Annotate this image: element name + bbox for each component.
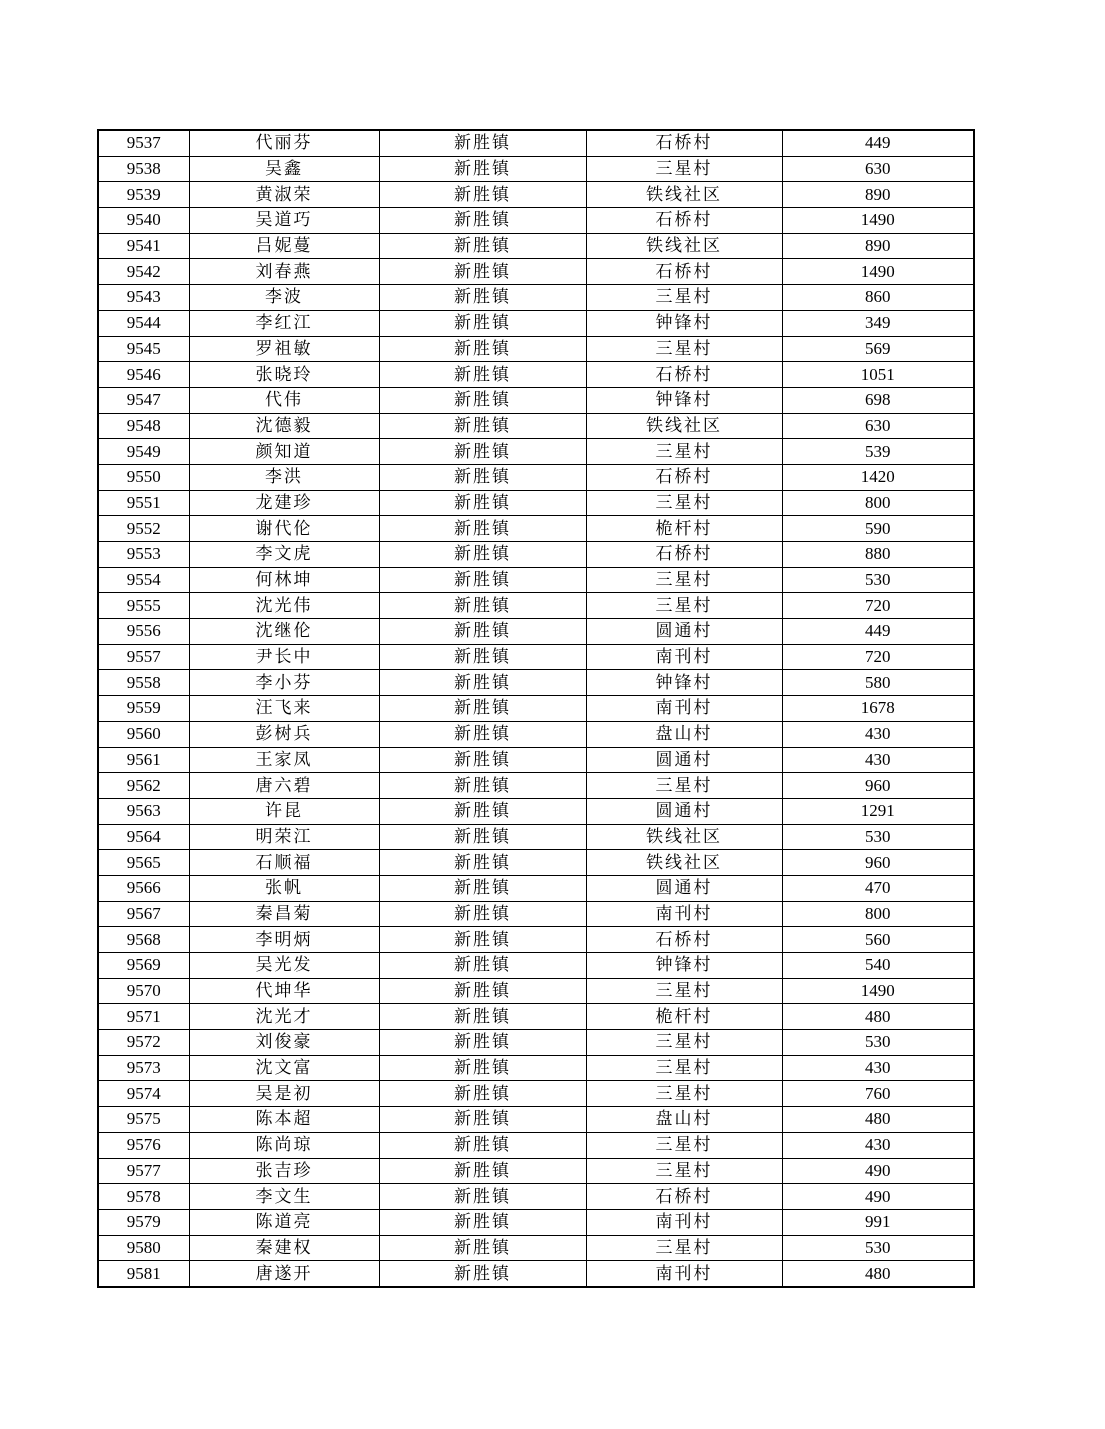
amount-cell: 890 (782, 233, 974, 259)
town-cell: 新胜镇 (379, 927, 586, 953)
town-cell: 新胜镇 (379, 1261, 586, 1287)
town-cell: 新胜镇 (379, 747, 586, 773)
name-cell: 沈德毅 (189, 413, 379, 439)
row-number-cell: 9555 (98, 593, 189, 619)
amount-cell: 860 (782, 285, 974, 311)
amount-cell: 480 (782, 1261, 974, 1287)
row-number-cell: 9578 (98, 1184, 189, 1210)
amount-cell: 530 (782, 1235, 974, 1261)
table-row (98, 619, 974, 645)
name-cell: 李洪 (189, 464, 379, 490)
village-cell: 石桥村 (586, 130, 782, 156)
amount-cell: 1051 (782, 362, 974, 388)
name-cell: 代伟 (189, 387, 379, 413)
name-cell: 明荣江 (189, 824, 379, 850)
table-row (98, 490, 974, 516)
amount-cell: 1490 (782, 259, 974, 285)
table-row (98, 1209, 974, 1235)
amount-cell: 720 (782, 593, 974, 619)
table-row (98, 259, 974, 285)
amount-cell: 430 (782, 721, 974, 747)
village-cell: 三星村 (586, 978, 782, 1004)
table-row (98, 824, 974, 850)
row-number-cell: 9565 (98, 850, 189, 876)
table-row (98, 1261, 974, 1287)
row-number-cell: 9579 (98, 1209, 189, 1235)
row-number-cell: 9557 (98, 644, 189, 670)
amount-cell: 580 (782, 670, 974, 696)
village-cell: 钟锋村 (586, 387, 782, 413)
village-cell: 桅杆村 (586, 516, 782, 542)
name-cell: 尹长中 (189, 644, 379, 670)
amount-cell: 480 (782, 1107, 974, 1133)
amount-cell: 349 (782, 310, 974, 336)
village-cell: 石桥村 (586, 542, 782, 568)
town-cell: 新胜镇 (379, 310, 586, 336)
village-cell: 铁线社区 (586, 413, 782, 439)
town-cell: 新胜镇 (379, 901, 586, 927)
village-cell: 南刊村 (586, 1261, 782, 1287)
town-cell: 新胜镇 (379, 593, 586, 619)
name-cell: 黄淑荣 (189, 182, 379, 208)
amount-cell: 430 (782, 1132, 974, 1158)
table-row (98, 387, 974, 413)
row-number-cell: 9561 (98, 747, 189, 773)
name-cell: 唐六碧 (189, 773, 379, 799)
table-row (98, 439, 974, 465)
town-cell: 新胜镇 (379, 953, 586, 979)
name-cell: 沈光伟 (189, 593, 379, 619)
town-cell: 新胜镇 (379, 413, 586, 439)
amount-cell: 1490 (782, 978, 974, 1004)
table-row (98, 901, 974, 927)
name-cell: 彭树兵 (189, 721, 379, 747)
town-cell: 新胜镇 (379, 1235, 586, 1261)
name-cell: 张晓玲 (189, 362, 379, 388)
name-cell: 谢代伦 (189, 516, 379, 542)
town-cell: 新胜镇 (379, 850, 586, 876)
name-cell: 汪飞来 (189, 696, 379, 722)
name-cell: 陈尚琼 (189, 1132, 379, 1158)
table-row (98, 721, 974, 747)
amount-cell: 760 (782, 1081, 974, 1107)
village-cell: 桅杆村 (586, 1004, 782, 1030)
amount-cell: 539 (782, 439, 974, 465)
village-cell: 铁线社区 (586, 850, 782, 876)
table-row (98, 285, 974, 311)
row-number-cell: 9539 (98, 182, 189, 208)
table-row (98, 850, 974, 876)
village-cell: 石桥村 (586, 927, 782, 953)
town-cell: 新胜镇 (379, 644, 586, 670)
town-cell: 新胜镇 (379, 670, 586, 696)
town-cell: 新胜镇 (379, 1209, 586, 1235)
town-cell: 新胜镇 (379, 619, 586, 645)
name-cell: 何林坤 (189, 567, 379, 593)
table-row (98, 516, 974, 542)
town-cell: 新胜镇 (379, 208, 586, 234)
amount-cell: 1291 (782, 798, 974, 824)
town-cell: 新胜镇 (379, 1055, 586, 1081)
amount-cell: 430 (782, 1055, 974, 1081)
amount-cell: 800 (782, 490, 974, 516)
table-row (98, 593, 974, 619)
name-cell: 秦建权 (189, 1235, 379, 1261)
village-cell: 石桥村 (586, 1184, 782, 1210)
town-cell: 新胜镇 (379, 721, 586, 747)
village-cell: 三星村 (586, 1055, 782, 1081)
table-row (98, 1184, 974, 1210)
amount-cell: 800 (782, 901, 974, 927)
row-number-cell: 9547 (98, 387, 189, 413)
row-number-cell: 9560 (98, 721, 189, 747)
row-number-cell: 9577 (98, 1158, 189, 1184)
amount-cell: 1490 (782, 208, 974, 234)
village-cell: 石桥村 (586, 259, 782, 285)
table-row (98, 1030, 974, 1056)
amount-cell: 490 (782, 1184, 974, 1210)
town-cell: 新胜镇 (379, 773, 586, 799)
village-cell: 三星村 (586, 1235, 782, 1261)
village-cell: 三星村 (586, 773, 782, 799)
name-cell: 吴是初 (189, 1081, 379, 1107)
town-cell: 新胜镇 (379, 824, 586, 850)
table-row (98, 1107, 974, 1133)
name-cell: 沈光才 (189, 1004, 379, 1030)
town-cell: 新胜镇 (379, 1184, 586, 1210)
village-cell: 南刊村 (586, 696, 782, 722)
town-cell: 新胜镇 (379, 285, 586, 311)
table-row (98, 1081, 974, 1107)
table-row (98, 542, 974, 568)
name-cell: 吴鑫 (189, 156, 379, 182)
village-cell: 南刊村 (586, 1209, 782, 1235)
row-number-cell: 9556 (98, 619, 189, 645)
village-cell: 三星村 (586, 1158, 782, 1184)
table-row (98, 875, 974, 901)
name-cell: 陈本超 (189, 1107, 379, 1133)
row-number-cell: 9562 (98, 773, 189, 799)
town-cell: 新胜镇 (379, 1158, 586, 1184)
town-cell: 新胜镇 (379, 798, 586, 824)
row-number-cell: 9540 (98, 208, 189, 234)
table-row (98, 336, 974, 362)
table-row (98, 362, 974, 388)
row-number-cell: 9545 (98, 336, 189, 362)
village-cell: 铁线社区 (586, 182, 782, 208)
table-row (98, 953, 974, 979)
row-number-cell: 9543 (98, 285, 189, 311)
table-row (98, 1132, 974, 1158)
village-cell: 石桥村 (586, 464, 782, 490)
amount-cell: 430 (782, 747, 974, 773)
row-number-cell: 9551 (98, 490, 189, 516)
amount-cell: 540 (782, 953, 974, 979)
name-cell: 吴道巧 (189, 208, 379, 234)
town-cell: 新胜镇 (379, 542, 586, 568)
row-number-cell: 9570 (98, 978, 189, 1004)
village-cell: 三星村 (586, 336, 782, 362)
town-cell: 新胜镇 (379, 387, 586, 413)
amount-cell: 1678 (782, 696, 974, 722)
name-cell: 张帆 (189, 875, 379, 901)
table-row (98, 1235, 974, 1261)
table-row (98, 670, 974, 696)
village-cell: 三星村 (586, 1081, 782, 1107)
table-row (98, 1004, 974, 1030)
amount-cell: 1420 (782, 464, 974, 490)
village-cell: 三星村 (586, 567, 782, 593)
town-cell: 新胜镇 (379, 464, 586, 490)
row-number-cell: 9572 (98, 1030, 189, 1056)
data-table (97, 129, 975, 1288)
town-cell: 新胜镇 (379, 1030, 586, 1056)
row-number-cell: 9573 (98, 1055, 189, 1081)
row-number-cell: 9558 (98, 670, 189, 696)
name-cell: 刘俊豪 (189, 1030, 379, 1056)
table-row (98, 747, 974, 773)
name-cell: 罗祖敏 (189, 336, 379, 362)
amount-cell: 960 (782, 773, 974, 799)
table-row (98, 1158, 974, 1184)
town-cell: 新胜镇 (379, 567, 586, 593)
table-row (98, 182, 974, 208)
row-number-cell: 9568 (98, 927, 189, 953)
amount-cell: 890 (782, 182, 974, 208)
town-cell: 新胜镇 (379, 156, 586, 182)
name-cell: 李小芬 (189, 670, 379, 696)
name-cell: 李文虎 (189, 542, 379, 568)
town-cell: 新胜镇 (379, 696, 586, 722)
table-row (98, 978, 974, 1004)
amount-cell: 630 (782, 413, 974, 439)
village-cell: 石桥村 (586, 208, 782, 234)
town-cell: 新胜镇 (379, 516, 586, 542)
village-cell: 南刊村 (586, 901, 782, 927)
name-cell: 王家凤 (189, 747, 379, 773)
row-number-cell: 9563 (98, 798, 189, 824)
row-number-cell: 9569 (98, 953, 189, 979)
town-cell: 新胜镇 (379, 1132, 586, 1158)
table-row (98, 927, 974, 953)
row-number-cell: 9567 (98, 901, 189, 927)
village-cell: 三星村 (586, 1030, 782, 1056)
table-row (98, 1055, 974, 1081)
village-cell: 三星村 (586, 593, 782, 619)
table-body (98, 130, 974, 1287)
row-number-cell: 9566 (98, 875, 189, 901)
name-cell: 刘春燕 (189, 259, 379, 285)
village-cell: 盘山村 (586, 1107, 782, 1133)
town-cell: 新胜镇 (379, 182, 586, 208)
amount-cell: 530 (782, 567, 974, 593)
amount-cell: 560 (782, 927, 974, 953)
name-cell: 许昆 (189, 798, 379, 824)
row-number-cell: 9538 (98, 156, 189, 182)
town-cell: 新胜镇 (379, 1004, 586, 1030)
town-cell: 新胜镇 (379, 1081, 586, 1107)
row-number-cell: 9537 (98, 130, 189, 156)
table-row (98, 798, 974, 824)
row-number-cell: 9542 (98, 259, 189, 285)
village-cell: 三星村 (586, 156, 782, 182)
name-cell: 颜知道 (189, 439, 379, 465)
row-number-cell: 9571 (98, 1004, 189, 1030)
amount-cell: 530 (782, 824, 974, 850)
name-cell: 李红江 (189, 310, 379, 336)
row-number-cell: 9575 (98, 1107, 189, 1133)
town-cell: 新胜镇 (379, 362, 586, 388)
name-cell: 龙建珍 (189, 490, 379, 516)
table-row (98, 208, 974, 234)
amount-cell: 991 (782, 1209, 974, 1235)
amount-cell: 590 (782, 516, 974, 542)
village-cell: 石桥村 (586, 362, 782, 388)
village-cell: 三星村 (586, 490, 782, 516)
row-number-cell: 9580 (98, 1235, 189, 1261)
village-cell: 三星村 (586, 285, 782, 311)
village-cell: 南刊村 (586, 644, 782, 670)
name-cell: 陈道亮 (189, 1209, 379, 1235)
table-row (98, 464, 974, 490)
amount-cell: 490 (782, 1158, 974, 1184)
amount-cell: 569 (782, 336, 974, 362)
row-number-cell: 9574 (98, 1081, 189, 1107)
village-cell: 盘山村 (586, 721, 782, 747)
table-row (98, 130, 974, 156)
table-row (98, 156, 974, 182)
amount-cell: 720 (782, 644, 974, 670)
row-number-cell: 9553 (98, 542, 189, 568)
name-cell: 秦昌菊 (189, 901, 379, 927)
table-row (98, 773, 974, 799)
name-cell: 李文生 (189, 1184, 379, 1210)
village-cell: 钟锋村 (586, 310, 782, 336)
amount-cell: 470 (782, 875, 974, 901)
name-cell: 代坤华 (189, 978, 379, 1004)
village-cell: 圆通村 (586, 619, 782, 645)
amount-cell: 630 (782, 156, 974, 182)
name-cell: 代丽芬 (189, 130, 379, 156)
village-cell: 钟锋村 (586, 953, 782, 979)
table-row (98, 413, 974, 439)
amount-cell: 880 (782, 542, 974, 568)
row-number-cell: 9548 (98, 413, 189, 439)
town-cell: 新胜镇 (379, 1107, 586, 1133)
town-cell: 新胜镇 (379, 130, 586, 156)
row-number-cell: 9544 (98, 310, 189, 336)
town-cell: 新胜镇 (379, 978, 586, 1004)
town-cell: 新胜镇 (379, 490, 586, 516)
row-number-cell: 9541 (98, 233, 189, 259)
row-number-cell: 9581 (98, 1261, 189, 1287)
row-number-cell: 9554 (98, 567, 189, 593)
name-cell: 吴光发 (189, 953, 379, 979)
village-cell: 圆通村 (586, 747, 782, 773)
name-cell: 沈继伦 (189, 619, 379, 645)
amount-cell: 449 (782, 130, 974, 156)
village-cell: 圆通村 (586, 798, 782, 824)
town-cell: 新胜镇 (379, 259, 586, 285)
row-number-cell: 9552 (98, 516, 189, 542)
name-cell: 唐遂开 (189, 1261, 379, 1287)
name-cell: 张吉珍 (189, 1158, 379, 1184)
table-row (98, 567, 974, 593)
table-row (98, 696, 974, 722)
village-cell: 圆通村 (586, 875, 782, 901)
name-cell: 李明炳 (189, 927, 379, 953)
village-cell: 三星村 (586, 439, 782, 465)
name-cell: 吕妮蔓 (189, 233, 379, 259)
village-cell: 铁线社区 (586, 233, 782, 259)
row-number-cell: 9559 (98, 696, 189, 722)
table-row (98, 310, 974, 336)
village-cell: 钟锋村 (586, 670, 782, 696)
town-cell: 新胜镇 (379, 336, 586, 362)
row-number-cell: 9550 (98, 464, 189, 490)
table-row (98, 644, 974, 670)
village-cell: 三星村 (586, 1132, 782, 1158)
town-cell: 新胜镇 (379, 439, 586, 465)
amount-cell: 698 (782, 387, 974, 413)
row-number-cell: 9549 (98, 439, 189, 465)
name-cell: 李波 (189, 285, 379, 311)
amount-cell: 530 (782, 1030, 974, 1056)
name-cell: 石顺福 (189, 850, 379, 876)
row-number-cell: 9546 (98, 362, 189, 388)
town-cell: 新胜镇 (379, 875, 586, 901)
amount-cell: 960 (782, 850, 974, 876)
amount-cell: 449 (782, 619, 974, 645)
village-cell: 铁线社区 (586, 824, 782, 850)
amount-cell: 480 (782, 1004, 974, 1030)
name-cell: 沈文富 (189, 1055, 379, 1081)
row-number-cell: 9576 (98, 1132, 189, 1158)
town-cell: 新胜镇 (379, 233, 586, 259)
table-row (98, 233, 974, 259)
row-number-cell: 9564 (98, 824, 189, 850)
